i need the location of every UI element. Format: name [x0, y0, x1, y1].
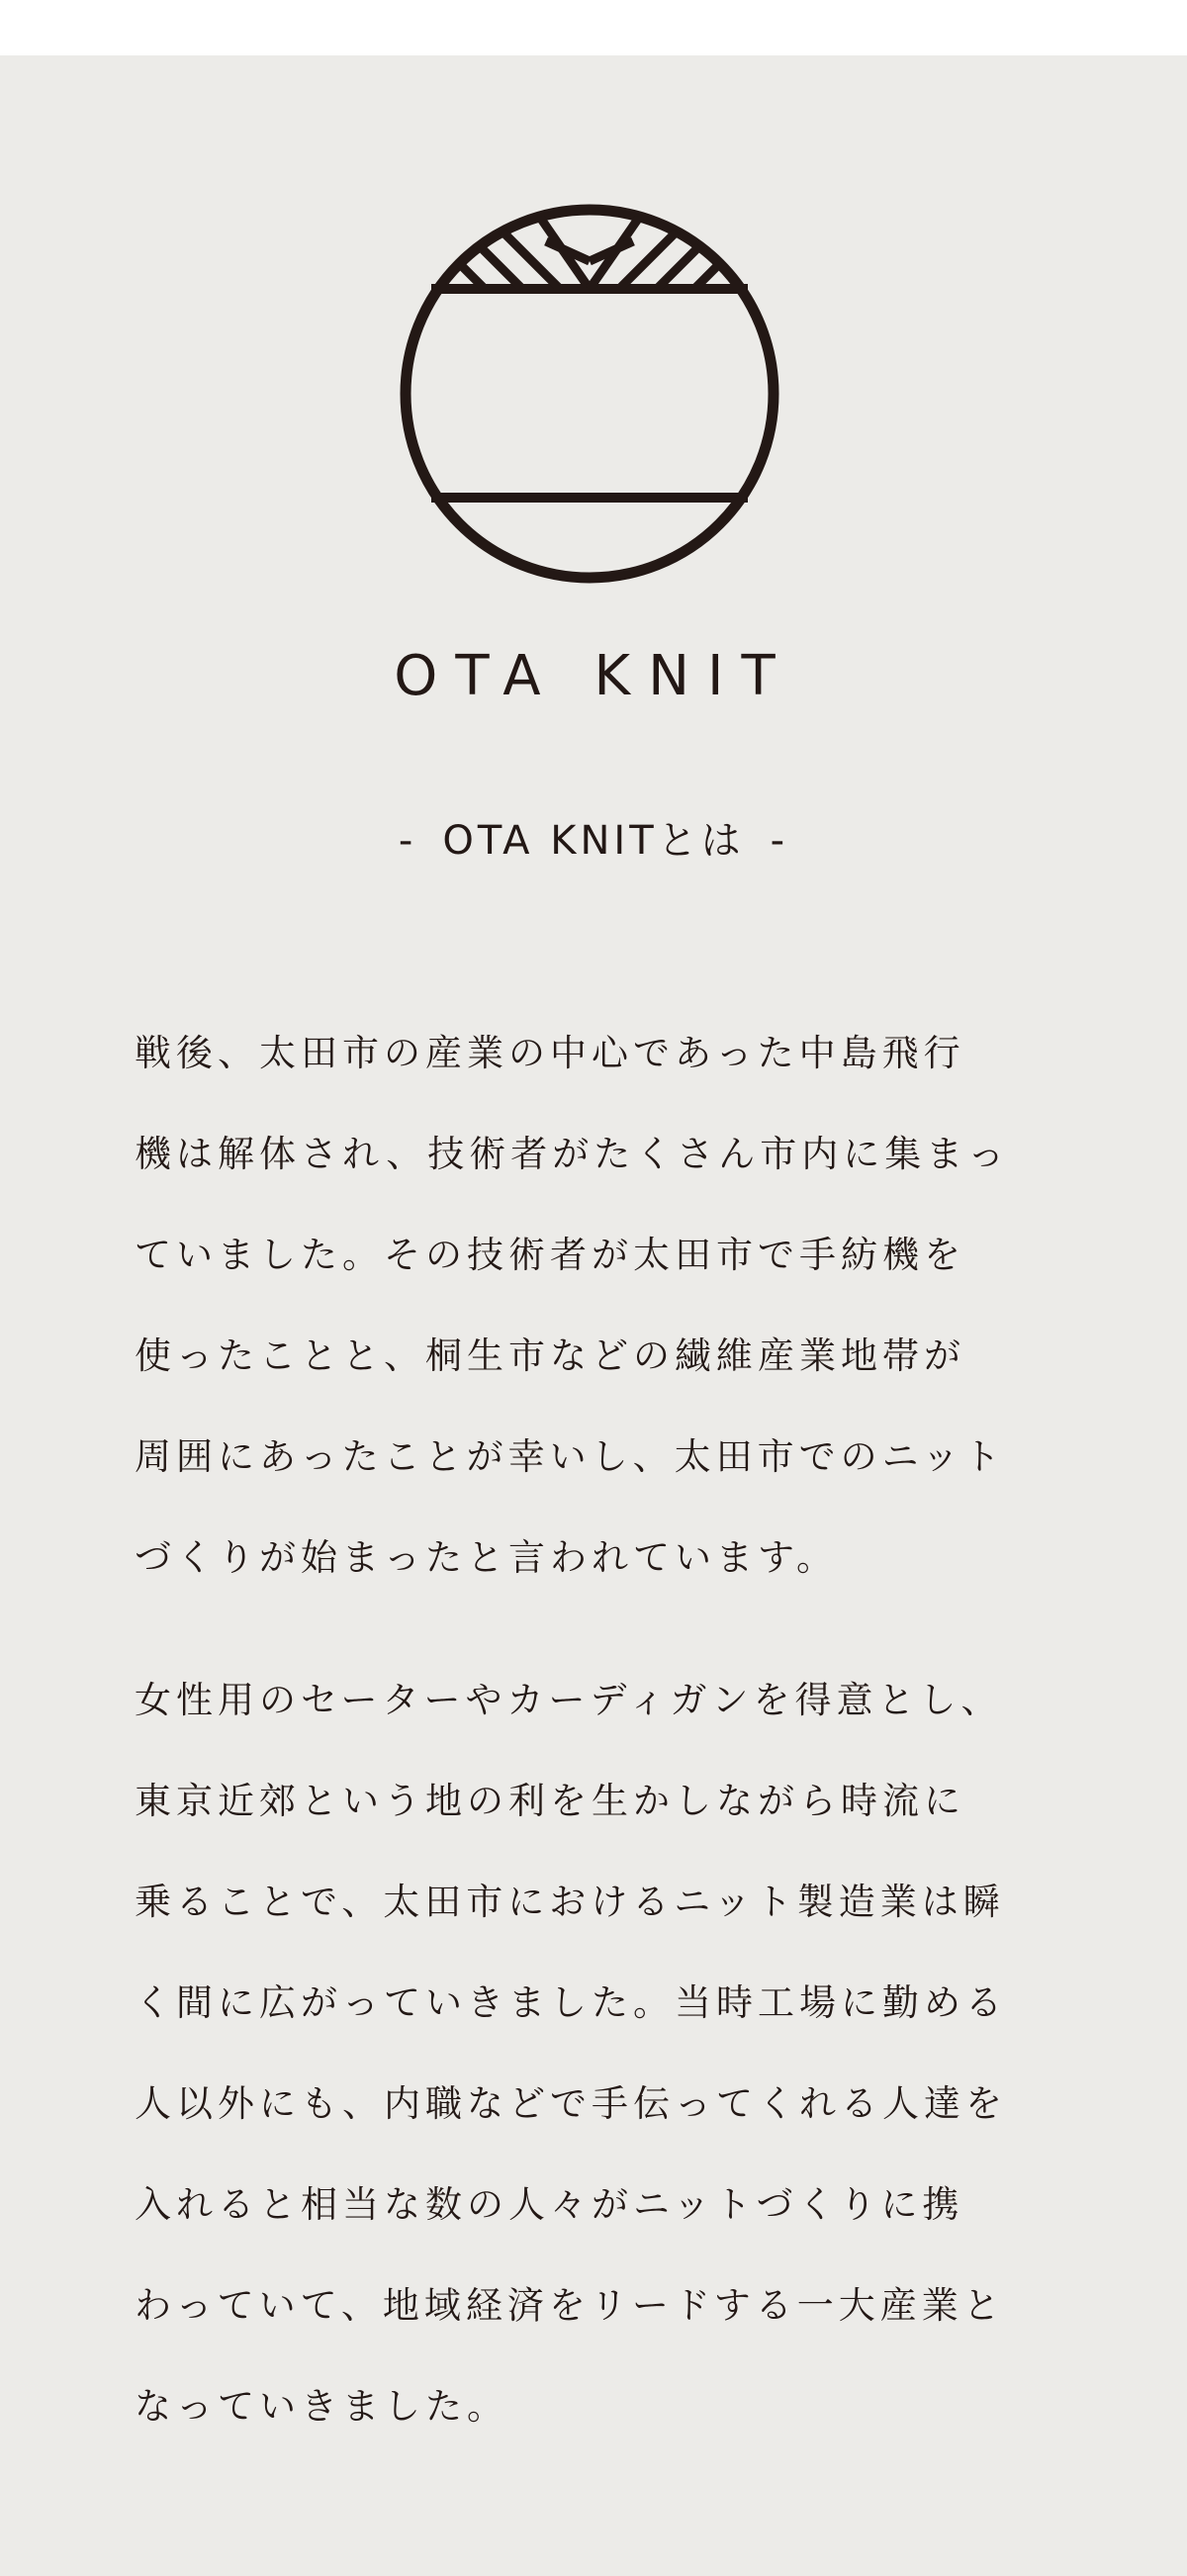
section-title-suffix: -: [770, 818, 789, 864]
ota-knit-circle-logo-icon: [398, 202, 781, 586]
paragraph-line: わっていて、地域経済をリードする一大産業と: [135, 2284, 1005, 2327]
section-title: [0, 818, 1187, 864]
content-panel: [0, 55, 1187, 2576]
brand-name: OTA KNIT: [394, 644, 793, 708]
paragraph-line: 人以外にも、内職などで手伝ってくれる人達を: [135, 2082, 1007, 2125]
paragraph-growth: [135, 1650, 1074, 2457]
paragraph-line: 周囲にあったことが幸いし、太田市でのニット: [135, 1435, 1006, 1478]
paragraph-line: く間に広がっていきました。当時工場に勤める: [135, 1981, 1007, 2024]
section-title-text: OTA KNITとは: [442, 818, 745, 864]
paragraph-line: 使ったことと、桐生市などの繊維産業地帯が: [135, 1334, 965, 1377]
paragraph-line: 機は解体され、技術者がたくさん市内に集まっ: [135, 1133, 1010, 1175]
paragraph-line: なっていきました。: [135, 2385, 508, 2428]
paragraph-line: づくりが始まったと言われています。: [135, 1536, 839, 1579]
paragraph-history: [135, 1003, 1074, 1609]
paragraph-line: 戦後、太田市の産業の中心であった中島飛行: [135, 1032, 965, 1074]
paragraph-line: 乗ることで、太田市におけるニット製造業は瞬: [135, 1881, 1005, 1923]
paragraph-line: 入れると相当な数の人々がニットづくりに携: [135, 2183, 964, 2226]
paragraph-line: ていました。その技術者が太田市で手紡機を: [135, 1234, 965, 1276]
paragraph-line: 女性用のセーターやカーディガンを得意とし、: [135, 1679, 1003, 1721]
section-title-prefix: -: [398, 818, 417, 864]
paragraph-line: 東京近郊という地の利を生かしながら時流に: [135, 1780, 965, 1822]
top-bar: [0, 0, 1187, 55]
